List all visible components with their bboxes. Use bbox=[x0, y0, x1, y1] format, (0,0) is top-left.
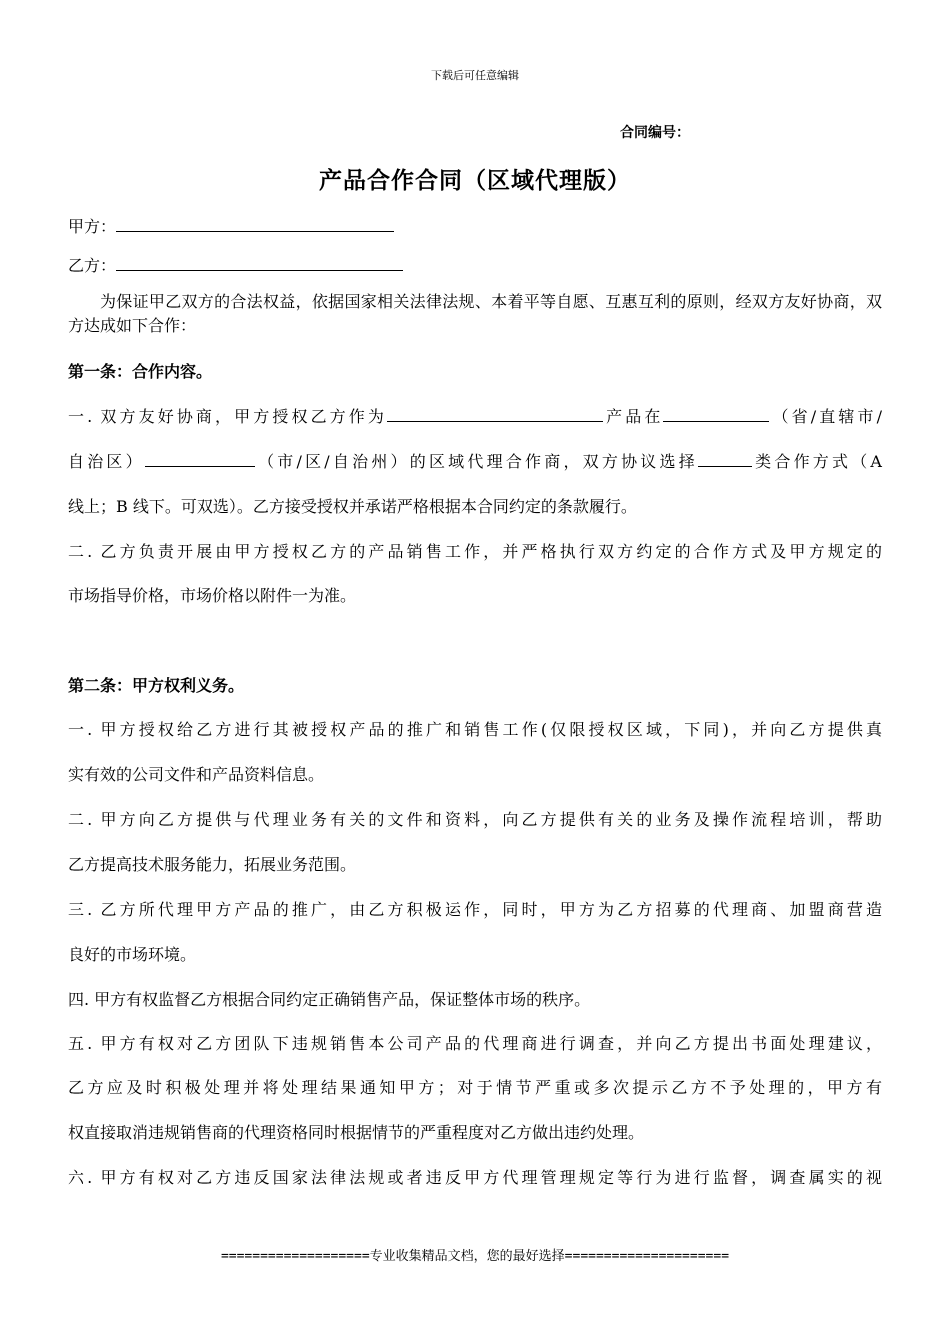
article-1-clause-2-line-2: 市场指导价格，市场价格以附件一为准。 bbox=[68, 586, 357, 605]
party-b-blank[interactable] bbox=[116, 254, 403, 271]
intro-paragraph: 为保证甲乙双方的合法权益，依据国家相关法律法规、本着平等自愿、互惠互利的原则，经双方友好协商，双方达成如下合作： bbox=[68, 292, 882, 335]
party-b-line bbox=[68, 253, 403, 276]
article-1-clause-1-line-1: 一. 双方友好协商，甲方授权乙方作为 产品在 （省/直辖市/ bbox=[68, 404, 882, 427]
article-2-clause-4-line-1: 四. 甲方有权监督乙方根据合同约定正确销售产品，保证整体市场的秩序。 bbox=[68, 990, 591, 1009]
article-1-clause-1-line-2: 自治区） （市/区/自治州）的区域代理合作商，双方协议选择 类合作方式（A bbox=[68, 449, 882, 472]
contract-number-label: 合同编号： bbox=[620, 125, 690, 141]
party-a-blank[interactable] bbox=[116, 215, 394, 232]
article-2-clause-5-line-2: 乙方应及时积极处理并将处理结果通知甲方；对于情节严重或多次提示乙方不予处理的，甲方有 bbox=[68, 1078, 882, 1097]
article-2-clause-2-line-2: 乙方提高技术服务能力，拓展业务范围。 bbox=[68, 855, 357, 874]
article-1-clause-2-line-1: 二. 乙方负责开展由甲方授权乙方的产品销售工作，并严格执行双方约定的合作方式及甲方规定的 bbox=[68, 542, 882, 561]
party-a-label: 甲方： bbox=[68, 217, 117, 236]
article-1-clause-1-line-3: 线上；B 线下。可双选）。乙方接受授权并承诺严格根据本合同约定的条款履行。 bbox=[68, 497, 637, 516]
header-note: 下载后可任意编辑 bbox=[431, 69, 519, 82]
product-name-blank[interactable] bbox=[387, 404, 603, 422]
article-2-clause-3-line-1: 三. 乙方所代理甲方产品的推广，由乙方积极运作，同时，甲方为乙方招募的代理商、加盟商营造 bbox=[68, 900, 882, 919]
article-2-heading: 第二条：甲方权利义务。 bbox=[68, 676, 245, 695]
article-2-clause-6-line-1: 六. 甲方有权对乙方违反国家法律法规或者违反甲方代理管理规定等行为进行监督，调查属实的视 bbox=[68, 1168, 882, 1187]
article-2-clause-1-line-2: 实有效的公司文件和产品资料信息。 bbox=[68, 765, 325, 784]
article-1-heading: 第一条：合作内容。 bbox=[68, 362, 213, 381]
province-blank[interactable] bbox=[663, 404, 769, 422]
article-2-clause-2-line-1: 二. 甲方向乙方提供与代理业务有关的文件和资料，向乙方提供有关的业务及操作流程培训，帮助 bbox=[68, 810, 882, 829]
article-2-clause-5-line-3: 权直接取消违规销售商的代理资格同时根据情节的严重程度对乙方做出违约处理。 bbox=[68, 1123, 645, 1142]
city-blank[interactable] bbox=[145, 449, 255, 467]
cooperation-type-blank[interactable] bbox=[698, 449, 752, 467]
article-2-clause-1-line-1: 一. 甲方授权给乙方进行其被授权产品的推广和销售工作(仅限授权区域，下同)，并向乙方提供真 bbox=[68, 720, 882, 739]
article-2-clause-3-line-2: 良好的市场环境。 bbox=[68, 945, 197, 964]
document-title: 产品合作合同（区域代理版） bbox=[319, 167, 631, 194]
footer-banner: ===================专业收集精品文档，您的最好选择===================== bbox=[220, 1249, 730, 1264]
party-b-label: 乙方： bbox=[68, 256, 117, 275]
article-2-clause-5-line-1: 五. 甲方有权对乙方团队下违规销售本公司产品的代理商进行调查，并向乙方提出书面处理建议， bbox=[68, 1034, 882, 1053]
party-a-line bbox=[68, 214, 394, 237]
